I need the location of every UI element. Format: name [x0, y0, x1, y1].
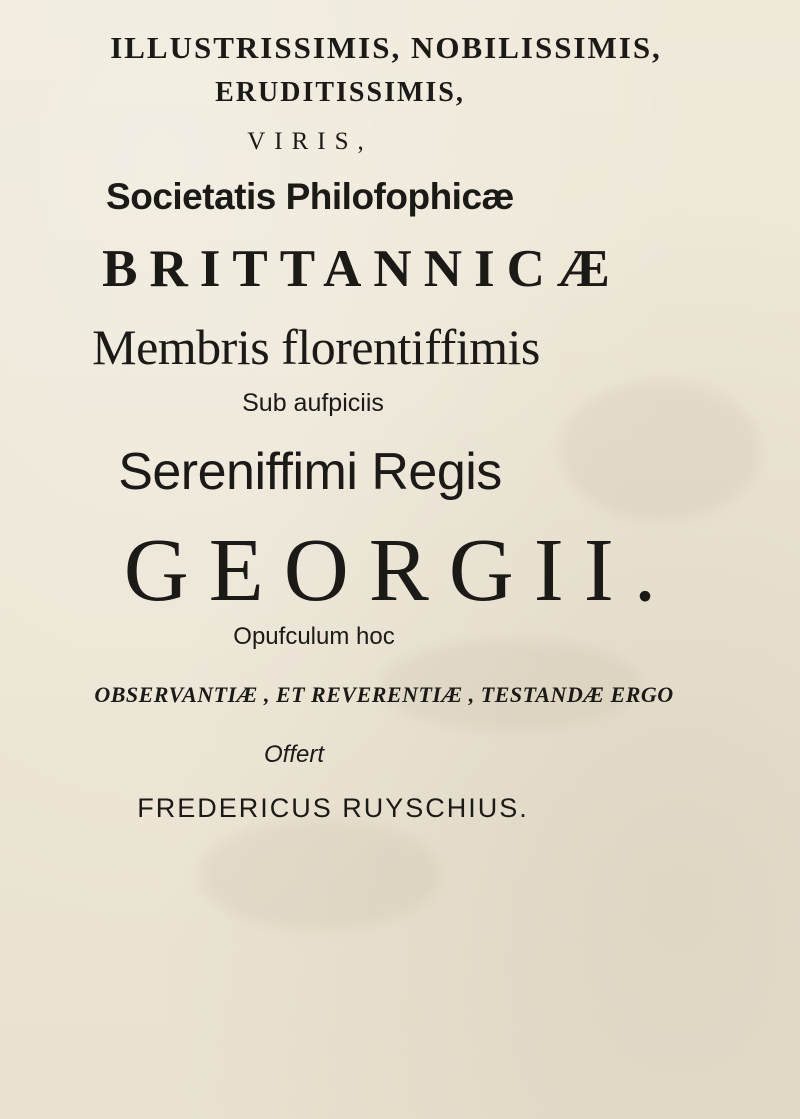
- opusculum-line: Opufculum hoc: [233, 623, 395, 650]
- observantiae-line: OBSERVANTIÆ , ET REVERENTIÆ , TESTANDÆ ERGO: [94, 682, 674, 707]
- dedication-line-1: ILLUSTRISSIMIS, NOBILISSIMIS,: [110, 30, 662, 65]
- king-line: Sereniffimi Regis: [118, 443, 502, 501]
- paper-stain: [200, 820, 440, 930]
- members-line: Membris florentiffimis: [92, 319, 540, 375]
- dedication-line-2: ERUDITISSIMIS,: [215, 77, 465, 108]
- author-line: FREDERICUS RUYSCHIUS.: [137, 793, 529, 823]
- offert-line: Offert: [263, 741, 324, 768]
- britannicae-heading: BRITTANNICÆ: [102, 240, 622, 298]
- auspices-line: Sub aufpiciis: [242, 389, 384, 417]
- society-line: Societatis Philofophicæ: [106, 176, 514, 217]
- georgii-heading: GEORGII.: [123, 521, 677, 620]
- dedication-line-3: VIRIS,: [247, 128, 373, 155]
